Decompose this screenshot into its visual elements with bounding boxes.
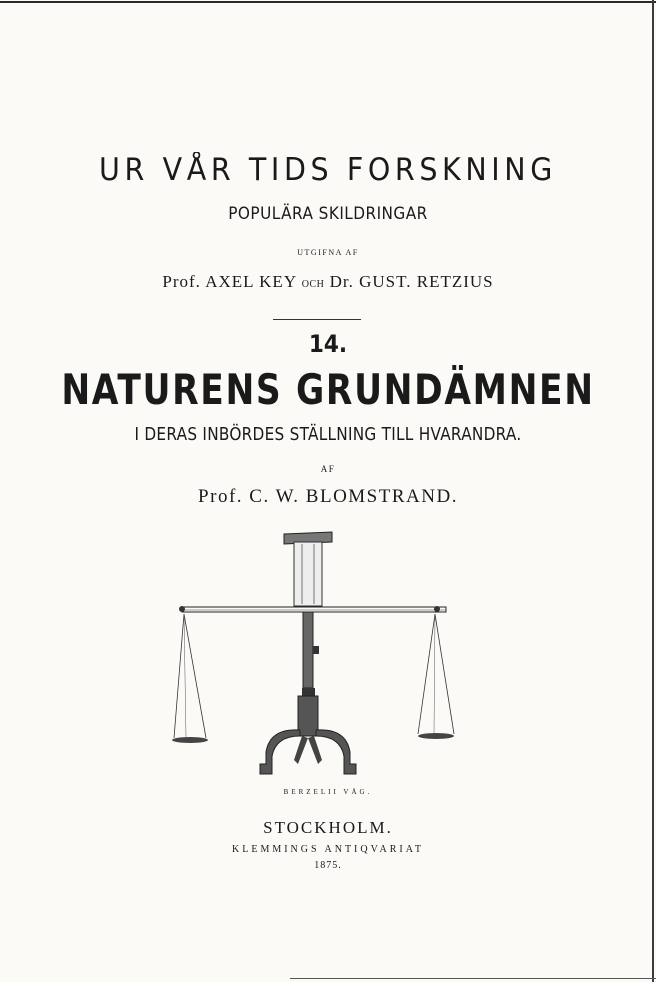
balance-scale-icon bbox=[172, 524, 462, 796]
editors-conjunction: OCH bbox=[301, 279, 325, 290]
top-border-rule bbox=[0, 1, 656, 3]
editor-first: Prof. AXEL KEY bbox=[162, 272, 297, 291]
book-subtitle: I DERAS INBÖRDES STÄLLNING TILL HVARANDRA. bbox=[134, 424, 522, 445]
series-title: UR VÅR TIDS FORSKNING bbox=[99, 152, 557, 188]
book-title: NATURENS GRUNDÄMNEN bbox=[61, 365, 595, 414]
editor-second: Dr. GUST. RETZIUS bbox=[329, 272, 494, 291]
editors-line bbox=[0, 272, 656, 292]
imprint-year: 1875. bbox=[314, 860, 342, 871]
illustration-caption: BERZELII VÅG. bbox=[283, 788, 373, 796]
imprint-city: STOCKHOLM. bbox=[263, 818, 393, 837]
volume-number: 14. bbox=[308, 330, 348, 358]
bottom-border-rule bbox=[290, 978, 656, 979]
series-subtitle: POPULÄRA SKILDRINGAR bbox=[228, 204, 428, 224]
by-label: AF bbox=[320, 464, 336, 474]
edited-by-label: UTGIFNA AF bbox=[297, 248, 359, 257]
divider-rule bbox=[273, 319, 361, 320]
author-name: Prof. C. W. BLOMSTRAND. bbox=[198, 486, 458, 507]
imprint-publisher: KLEMMINGS ANTIQVARIAT bbox=[232, 844, 424, 855]
